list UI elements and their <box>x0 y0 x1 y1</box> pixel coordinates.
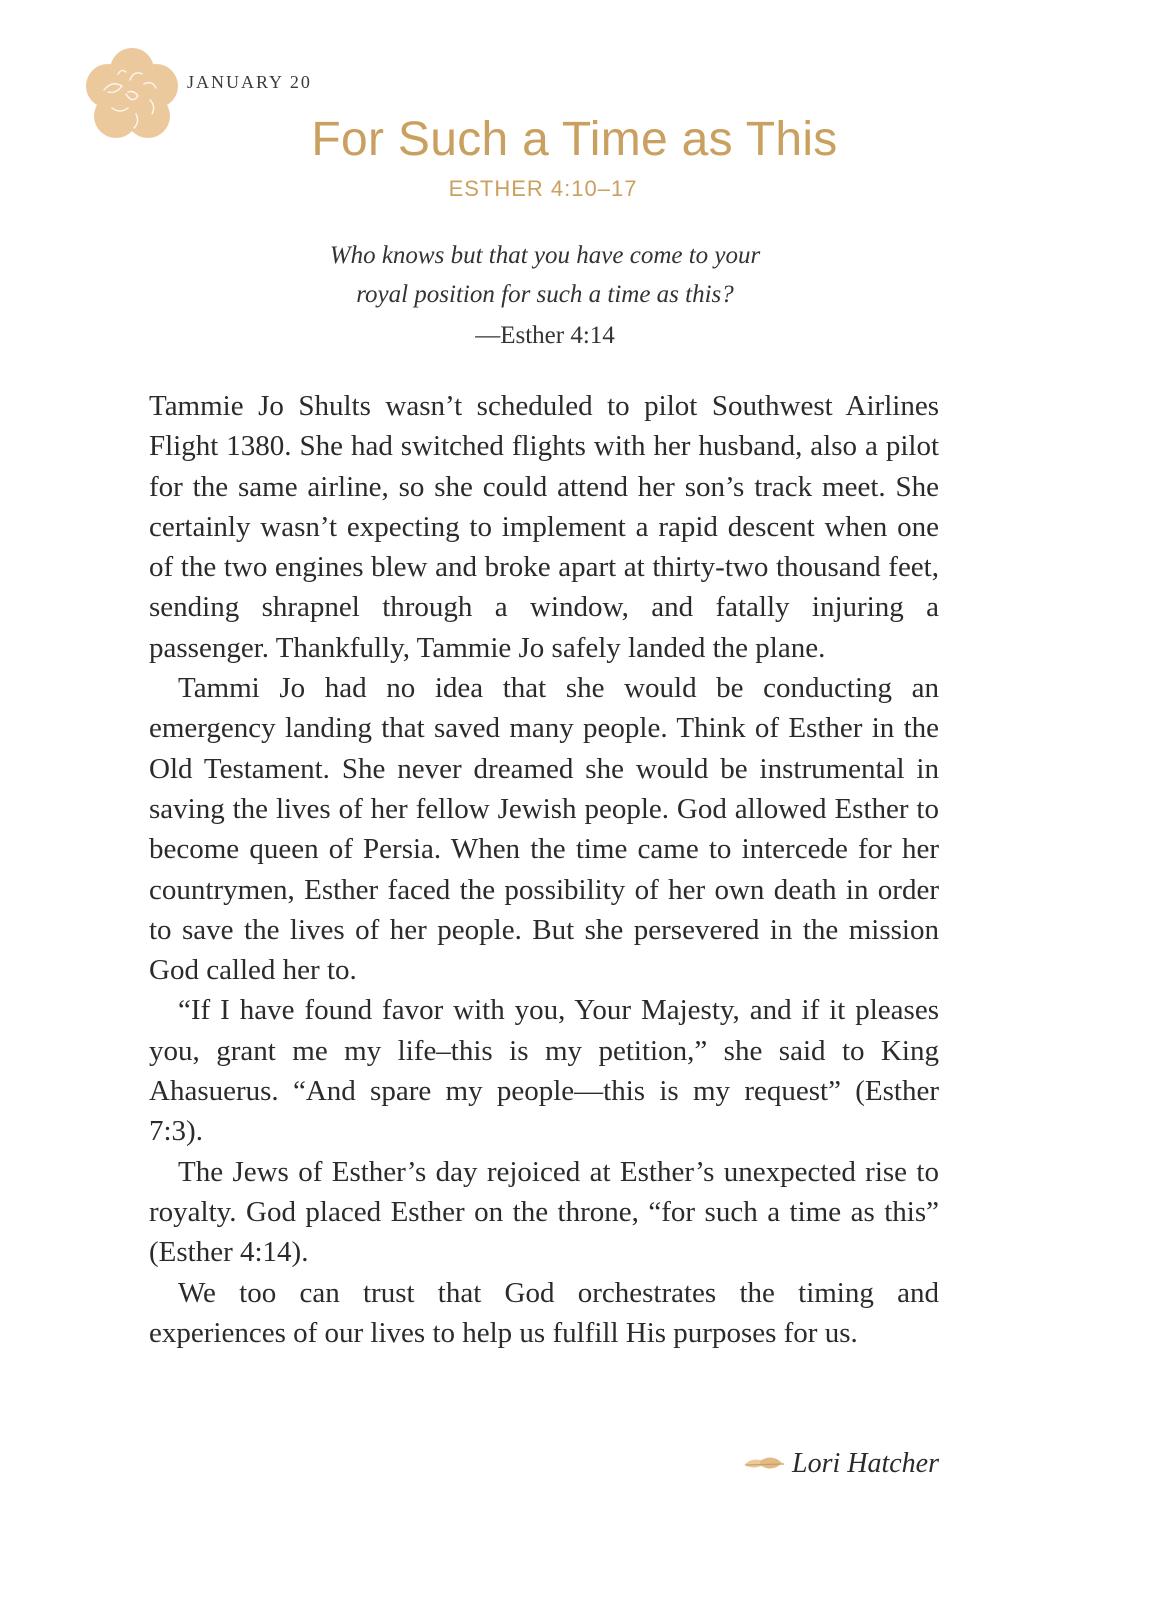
author-signature <box>742 1448 939 1480</box>
devotion-title: For Such a Time as This <box>311 113 838 166</box>
scripture-reading: ESTHER 4:10–17 <box>448 176 638 201</box>
devotion-date: JANUARY 20 <box>187 72 312 92</box>
author-name: Lori Hatcher <box>792 1448 939 1479</box>
body-paragraph: We too can trust that God orchestrates the timing and experiences of our lives to help us fulfill His purposes for us. <box>149 1276 939 1349</box>
body-paragraph: “If I have found favor with you, Your Majesty, and if it pleases you, grant me my life–this is my petition,” she said to King Ahasuerus. “And spare my people—this is my request” (Esther 7:3). <box>149 994 939 1148</box>
devotion-body <box>149 386 939 1353</box>
key-verse-line: royal position for such a time as this? <box>356 281 734 308</box>
leaf-ornament-icon <box>742 1451 786 1477</box>
key-verse <box>0 236 1090 314</box>
body-paragraph: Tammie Jo Shults wasn’t scheduled to pilot Southwest Airlines Flight 1380. She had switched flights with her husband, also a pilot for the same airline, so she could attend her son’s track meet. She certainly wasn’t expecting to implement a rapid descent when one of the two engines blew and broke apart at thirty-two thousand feet, sending shrapnel through a window, and fatally injuring a passenger. Thankfully, Tammie Jo safely landed the plane. <box>149 390 939 664</box>
body-paragraph: The Jews of Esther’s day rejoiced at Esther’s unexpected rise to royalty. God placed Esther on the throne, “for such a time as this” (Esther 4:14). <box>149 1155 939 1269</box>
key-verse-line: Who knows but that you have come to your <box>329 242 761 269</box>
key-verse-reference: —Esther 4:14 <box>475 322 615 349</box>
body-paragraph: Tammi Jo had no idea that she would be conducting an emergency landing that saved many people. Think of Esther in the Old Testament. She never dreamed she would be instrumental in saving the lives of her fellow Jewish people. God allowed Esther to become queen of Persia. When the time came to intercede for her countrymen, Esther faced the possibility of her own death in order to save the lives of her people. But she persevered in the mission God called her to. <box>149 672 939 987</box>
